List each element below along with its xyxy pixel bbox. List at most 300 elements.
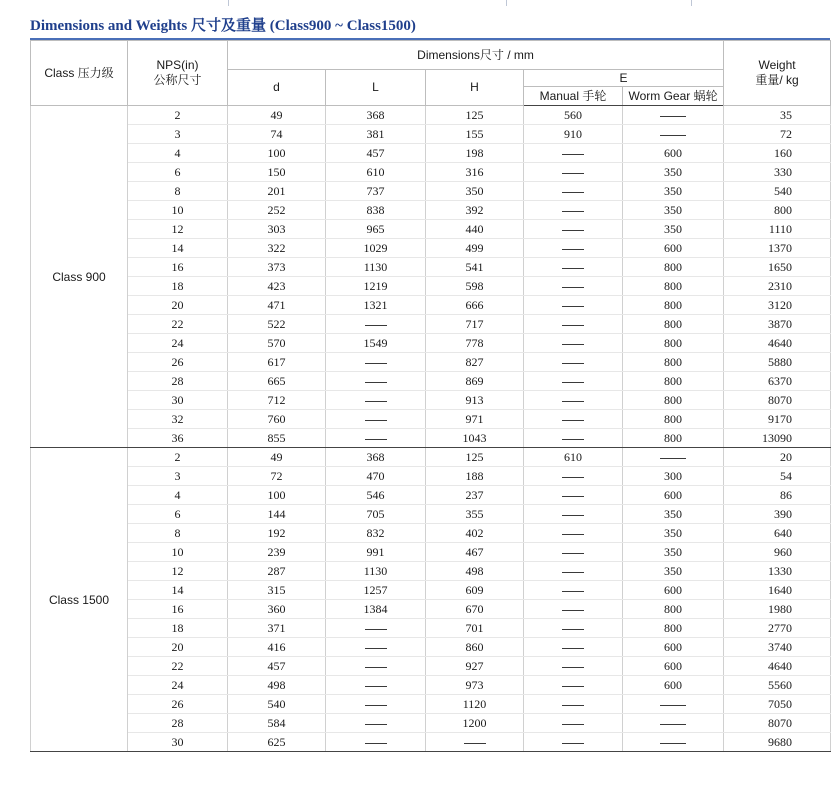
dash-mark	[562, 686, 584, 687]
dash-mark	[562, 553, 584, 554]
cell-weight: 1330	[724, 562, 831, 581]
cell-weight: 1980	[724, 600, 831, 619]
cell-H: 155	[426, 125, 524, 144]
cell-nps: 26	[128, 353, 228, 372]
dash-mark	[562, 591, 584, 592]
header-weight-line2: 重量/ kg	[755, 73, 799, 87]
cell-manual	[524, 676, 623, 695]
header-manual: Manual 手轮	[524, 87, 623, 106]
cell-weight: 1110	[724, 220, 831, 239]
dash-mark	[562, 610, 584, 611]
page-title: Dimensions and Weights 尺寸及重量 (Class900 ~ Class1500)	[30, 18, 416, 34]
class-group-label: Class 1500	[31, 448, 128, 752]
dash-mark	[562, 477, 584, 478]
cell-manual	[524, 163, 623, 182]
cell-H: 927	[426, 657, 524, 676]
cell-worm-gear: 600	[623, 239, 724, 258]
cell-nps: 30	[128, 733, 228, 752]
cell-L	[326, 676, 426, 695]
dash-mark	[365, 648, 387, 649]
dash-mark	[562, 496, 584, 497]
cell-d: 72	[228, 467, 326, 486]
cell-nps: 3	[128, 467, 228, 486]
cell-nps: 24	[128, 676, 228, 695]
cell-manual	[524, 258, 623, 277]
cell-H: 498	[426, 562, 524, 581]
cell-L	[326, 429, 426, 448]
cell-nps: 18	[128, 619, 228, 638]
cell-L: 705	[326, 505, 426, 524]
cell-H: 701	[426, 619, 524, 638]
cell-H: 666	[426, 296, 524, 315]
cell-weight: 9680	[724, 733, 831, 752]
cell-weight: 86	[724, 486, 831, 505]
table-row	[31, 239, 831, 258]
cell-d: 371	[228, 619, 326, 638]
cell-L: 832	[326, 524, 426, 543]
cell-weight: 390	[724, 505, 831, 524]
cell-manual	[524, 429, 623, 448]
table-row	[31, 657, 831, 676]
cell-worm-gear	[623, 125, 724, 144]
cell-worm-gear: 800	[623, 296, 724, 315]
cell-worm-gear: 800	[623, 600, 724, 619]
table-row	[31, 391, 831, 410]
cell-H: 125	[426, 106, 524, 125]
cell-worm-gear: 600	[623, 676, 724, 695]
cell-H: 188	[426, 467, 524, 486]
class-group-label: Class 900	[31, 106, 128, 448]
table-row	[31, 277, 831, 296]
cell-weight: 2310	[724, 277, 831, 296]
cell-nps: 14	[128, 581, 228, 600]
table-row	[31, 467, 831, 486]
cell-L: 737	[326, 182, 426, 201]
dash-mark	[562, 306, 584, 307]
cell-d: 665	[228, 372, 326, 391]
cell-nps: 36	[128, 429, 228, 448]
dash-mark	[562, 629, 584, 630]
cell-L	[326, 695, 426, 714]
dash-mark	[365, 325, 387, 326]
cell-nps: 4	[128, 144, 228, 163]
cell-manual	[524, 315, 623, 334]
header-H: H	[426, 70, 524, 106]
cell-weight: 9170	[724, 410, 831, 429]
cell-L	[326, 391, 426, 410]
cell-nps: 22	[128, 657, 228, 676]
cell-L	[326, 315, 426, 334]
cell-weight: 960	[724, 543, 831, 562]
cell-worm-gear	[623, 106, 724, 125]
dash-mark	[464, 743, 486, 744]
cell-manual	[524, 353, 623, 372]
table-row	[31, 220, 831, 239]
cell-H: 237	[426, 486, 524, 505]
cell-manual	[524, 334, 623, 353]
header-worm-gear: Worm Gear 蜗轮	[623, 87, 724, 106]
dash-mark	[562, 534, 584, 535]
cell-L	[326, 619, 426, 638]
table-row	[31, 600, 831, 619]
dash-mark	[562, 192, 584, 193]
cell-worm-gear: 350	[623, 182, 724, 201]
cell-nps: 22	[128, 315, 228, 334]
cell-worm-gear: 800	[623, 619, 724, 638]
cell-worm-gear: 350	[623, 201, 724, 220]
cell-weight: 1370	[724, 239, 831, 258]
cell-H: 1043	[426, 429, 524, 448]
cell-nps: 30	[128, 391, 228, 410]
table-row	[31, 695, 831, 714]
cell-d: 252	[228, 201, 326, 220]
dash-mark	[562, 724, 584, 725]
cell-manual	[524, 182, 623, 201]
cell-H: 778	[426, 334, 524, 353]
header-d: d	[228, 70, 326, 106]
cell-manual	[524, 543, 623, 562]
cell-d: 584	[228, 714, 326, 733]
cell-weight: 640	[724, 524, 831, 543]
table-row	[31, 505, 831, 524]
dash-mark	[562, 401, 584, 402]
cell-manual	[524, 562, 623, 581]
cell-H: 971	[426, 410, 524, 429]
cell-nps: 16	[128, 600, 228, 619]
cell-nps: 14	[128, 239, 228, 258]
cell-d: 625	[228, 733, 326, 752]
cell-L: 1384	[326, 600, 426, 619]
cell-L: 965	[326, 220, 426, 239]
cell-L	[326, 372, 426, 391]
cell-d: 150	[228, 163, 326, 182]
cell-weight: 3870	[724, 315, 831, 334]
table-row	[31, 106, 831, 125]
cell-L	[326, 714, 426, 733]
dash-mark	[562, 648, 584, 649]
cell-L: 1321	[326, 296, 426, 315]
cell-weight: 4640	[724, 334, 831, 353]
cell-manual	[524, 296, 623, 315]
cell-d: 201	[228, 182, 326, 201]
cell-d: 760	[228, 410, 326, 429]
table-row	[31, 543, 831, 562]
cell-H: 440	[426, 220, 524, 239]
cell-L: 470	[326, 467, 426, 486]
dash-mark	[365, 686, 387, 687]
table-row	[31, 733, 831, 752]
cell-H: 860	[426, 638, 524, 657]
cell-worm-gear: 350	[623, 163, 724, 182]
cell-nps: 2	[128, 448, 228, 467]
cell-weight: 6370	[724, 372, 831, 391]
cell-manual	[524, 410, 623, 429]
cell-L: 838	[326, 201, 426, 220]
cell-manual	[524, 619, 623, 638]
dash-mark	[562, 173, 584, 174]
cell-weight: 5880	[724, 353, 831, 372]
cell-H: 402	[426, 524, 524, 543]
cell-worm-gear: 600	[623, 638, 724, 657]
table-row	[31, 201, 831, 220]
header-weight	[724, 41, 831, 106]
header-nps-line2: 公称尺寸	[153, 73, 202, 87]
cell-weight: 1640	[724, 581, 831, 600]
cell-H: 541	[426, 258, 524, 277]
cell-d: 540	[228, 695, 326, 714]
cell-nps: 28	[128, 714, 228, 733]
cell-manual	[524, 657, 623, 676]
cell-worm-gear: 300	[623, 467, 724, 486]
cell-weight: 54	[724, 467, 831, 486]
cell-L: 1029	[326, 239, 426, 258]
dash-mark	[562, 667, 584, 668]
cell-d: 712	[228, 391, 326, 410]
cell-H: 392	[426, 201, 524, 220]
cell-nps: 26	[128, 695, 228, 714]
table-row	[31, 296, 831, 315]
dash-mark	[562, 382, 584, 383]
cell-nps: 20	[128, 638, 228, 657]
cell-d: 617	[228, 353, 326, 372]
cell-H: 869	[426, 372, 524, 391]
table-row	[31, 353, 831, 372]
cell-nps: 8	[128, 524, 228, 543]
dash-mark	[562, 515, 584, 516]
cell-d: 303	[228, 220, 326, 239]
header-weight-line1: Weight	[758, 58, 796, 72]
cell-weight: 5560	[724, 676, 831, 695]
cell-worm-gear: 800	[623, 429, 724, 448]
dash-mark	[365, 667, 387, 668]
table-row	[31, 372, 831, 391]
cell-weight: 7050	[724, 695, 831, 714]
cell-d: 100	[228, 144, 326, 163]
cell-d: 144	[228, 505, 326, 524]
cell-L: 368	[326, 106, 426, 125]
header-nps-line1: NPS(in)	[156, 58, 199, 72]
cell-manual: 610	[524, 448, 623, 467]
cell-nps: 20	[128, 296, 228, 315]
cell-H: 973	[426, 676, 524, 695]
cell-nps: 8	[128, 182, 228, 201]
cell-worm-gear: 600	[623, 144, 724, 163]
cell-L	[326, 657, 426, 676]
cell-manual	[524, 505, 623, 524]
cell-worm-gear	[623, 695, 724, 714]
cell-worm-gear: 350	[623, 543, 724, 562]
cell-H: 913	[426, 391, 524, 410]
dash-mark	[562, 743, 584, 744]
cell-L: 546	[326, 486, 426, 505]
cell-H: 717	[426, 315, 524, 334]
cell-d: 416	[228, 638, 326, 657]
cell-weight: 2770	[724, 619, 831, 638]
cell-H: 1120	[426, 695, 524, 714]
header-nps	[128, 41, 228, 106]
cell-d: 423	[228, 277, 326, 296]
cell-manual	[524, 144, 623, 163]
cell-worm-gear: 600	[623, 486, 724, 505]
dash-mark	[365, 382, 387, 383]
cell-worm-gear: 350	[623, 562, 724, 581]
top-separator-ticks	[0, 0, 833, 6]
cell-worm-gear: 800	[623, 334, 724, 353]
cell-H: 499	[426, 239, 524, 258]
dash-mark	[562, 705, 584, 706]
cell-worm-gear	[623, 448, 724, 467]
cell-d: 315	[228, 581, 326, 600]
cell-d: 360	[228, 600, 326, 619]
cell-H: 355	[426, 505, 524, 524]
dash-mark	[365, 401, 387, 402]
cell-worm-gear: 800	[623, 277, 724, 296]
cell-d: 373	[228, 258, 326, 277]
cell-manual	[524, 220, 623, 239]
table-row	[31, 315, 831, 334]
cell-d: 74	[228, 125, 326, 144]
header-E: E	[524, 70, 724, 87]
cell-nps: 10	[128, 543, 228, 562]
cell-weight: 4640	[724, 657, 831, 676]
cell-d: 457	[228, 657, 326, 676]
table-row	[31, 182, 831, 201]
cell-nps: 18	[128, 277, 228, 296]
header-dimensions: Dimensions尺寸 / mm	[228, 41, 724, 70]
dash-mark	[562, 363, 584, 364]
cell-weight: 72	[724, 125, 831, 144]
cell-weight: 160	[724, 144, 831, 163]
cell-d: 287	[228, 562, 326, 581]
cell-manual	[524, 239, 623, 258]
dash-mark	[365, 629, 387, 630]
cell-d: 522	[228, 315, 326, 334]
cell-nps: 12	[128, 220, 228, 239]
cell-worm-gear: 600	[623, 657, 724, 676]
cell-d: 192	[228, 524, 326, 543]
cell-worm-gear: 800	[623, 410, 724, 429]
cell-L: 368	[326, 448, 426, 467]
header-L: L	[326, 70, 426, 106]
cell-weight: 8070	[724, 391, 831, 410]
cell-H	[426, 733, 524, 752]
dash-mark	[660, 458, 686, 459]
cell-manual	[524, 391, 623, 410]
dash-mark	[660, 135, 686, 136]
dash-mark	[660, 116, 686, 117]
cell-L	[326, 353, 426, 372]
cell-H: 670	[426, 600, 524, 619]
table-row	[31, 258, 831, 277]
cell-manual	[524, 201, 623, 220]
cell-worm-gear: 800	[623, 315, 724, 334]
dash-mark	[562, 211, 584, 212]
cell-manual	[524, 714, 623, 733]
cell-nps: 6	[128, 505, 228, 524]
cell-worm-gear: 800	[623, 258, 724, 277]
cell-nps: 12	[128, 562, 228, 581]
cell-d: 498	[228, 676, 326, 695]
cell-weight: 13090	[724, 429, 831, 448]
table-row	[31, 334, 831, 353]
dash-mark	[562, 344, 584, 345]
cell-weight: 3740	[724, 638, 831, 657]
cell-nps: 10	[128, 201, 228, 220]
cell-worm-gear: 800	[623, 353, 724, 372]
cell-L	[326, 733, 426, 752]
cell-worm-gear: 800	[623, 391, 724, 410]
cell-nps: 4	[128, 486, 228, 505]
cell-H: 609	[426, 581, 524, 600]
table-row	[31, 125, 831, 144]
dash-mark	[562, 439, 584, 440]
cell-worm-gear	[623, 714, 724, 733]
table-row	[31, 429, 831, 448]
cell-weight: 35	[724, 106, 831, 125]
cell-weight: 8070	[724, 714, 831, 733]
table-row	[31, 410, 831, 429]
cell-manual	[524, 733, 623, 752]
dash-mark	[562, 268, 584, 269]
header-class: Class 压力级	[31, 41, 128, 106]
cell-L: 381	[326, 125, 426, 144]
cell-worm-gear: 350	[623, 524, 724, 543]
cell-L	[326, 638, 426, 657]
cell-d: 100	[228, 486, 326, 505]
cell-weight: 540	[724, 182, 831, 201]
dash-mark	[562, 420, 584, 421]
cell-H: 1200	[426, 714, 524, 733]
cell-manual	[524, 277, 623, 296]
cell-nps: 3	[128, 125, 228, 144]
dash-mark	[365, 363, 387, 364]
cell-manual: 560	[524, 106, 623, 125]
cell-weight: 1650	[724, 258, 831, 277]
cell-d: 49	[228, 106, 326, 125]
dash-mark	[660, 705, 686, 706]
cell-d: 322	[228, 239, 326, 258]
table-row	[31, 714, 831, 733]
dimensions-weights-table	[30, 40, 831, 752]
dash-mark	[562, 325, 584, 326]
table-row	[31, 163, 831, 182]
dash-mark	[562, 230, 584, 231]
table-row	[31, 144, 831, 163]
cell-nps: 32	[128, 410, 228, 429]
cell-H: 827	[426, 353, 524, 372]
cell-L: 1257	[326, 581, 426, 600]
cell-L: 457	[326, 144, 426, 163]
cell-d: 855	[228, 429, 326, 448]
cell-weight: 330	[724, 163, 831, 182]
cell-worm-gear: 600	[623, 581, 724, 600]
cell-d: 49	[228, 448, 326, 467]
cell-worm-gear	[623, 733, 724, 752]
cell-H: 125	[426, 448, 524, 467]
dash-mark	[562, 287, 584, 288]
cell-L: 1130	[326, 258, 426, 277]
cell-manual: 910	[524, 125, 623, 144]
cell-manual	[524, 467, 623, 486]
cell-manual	[524, 600, 623, 619]
cell-d: 239	[228, 543, 326, 562]
cell-H: 598	[426, 277, 524, 296]
cell-manual	[524, 581, 623, 600]
table-row	[31, 676, 831, 695]
cell-manual	[524, 695, 623, 714]
cell-manual	[524, 486, 623, 505]
cell-L: 991	[326, 543, 426, 562]
